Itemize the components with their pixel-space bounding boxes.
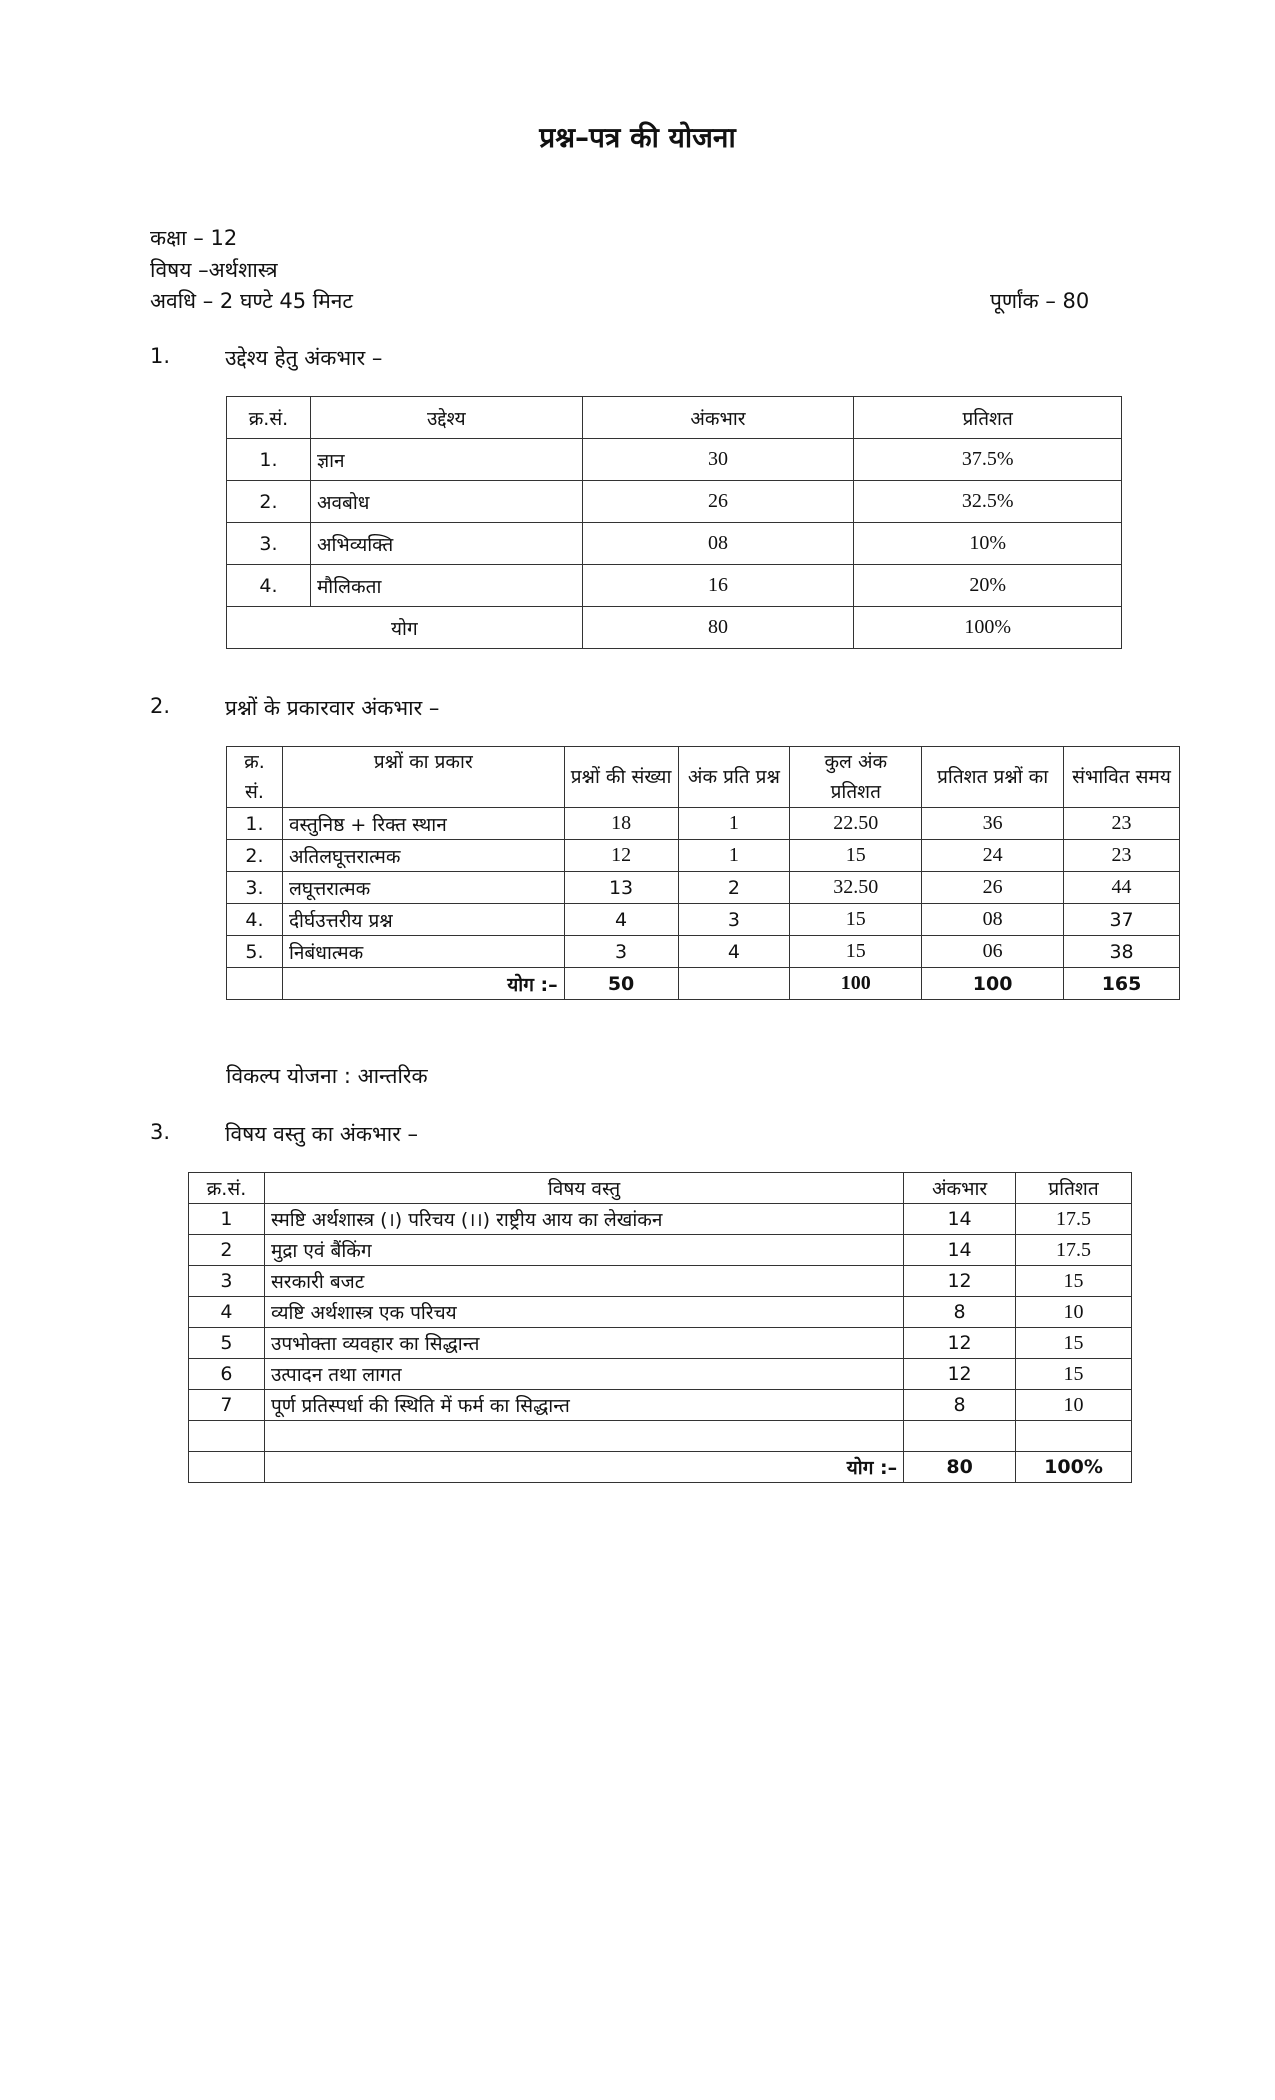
cell-per-question: 3 [678, 904, 790, 936]
cell-sn: 4 [189, 1297, 265, 1328]
table-row [189, 1390, 1132, 1421]
cell-total-percent: 22.50 [790, 808, 922, 840]
total-percent: 100% [1016, 1452, 1132, 1483]
cell-percent: 10 [1016, 1297, 1132, 1328]
table-row [227, 904, 1180, 936]
cell-percent: 15 [1016, 1359, 1132, 1390]
cell-question-percent: 36 [922, 808, 1064, 840]
cell-marks: 12 [904, 1328, 1016, 1359]
cell-marks: 14 [904, 1204, 1016, 1235]
cell-question-percent: 06 [922, 936, 1064, 968]
cell-question-percent: 08 [922, 904, 1064, 936]
header-percent: प्रतिशत [1016, 1173, 1132, 1204]
cell-time: 44 [1064, 872, 1180, 904]
total-marks: 80 [904, 1452, 1016, 1483]
cell-marks: 8 [904, 1390, 1016, 1421]
header-marks: अंकभार [904, 1173, 1016, 1204]
cell-percent: 15 [1016, 1328, 1132, 1359]
cell-count: 4 [564, 904, 678, 936]
table-empty-row [189, 1421, 1132, 1452]
cell-sn: 7 [189, 1390, 265, 1421]
cell-per-question: 2 [678, 872, 790, 904]
cell-time: 37 [1064, 904, 1180, 936]
cell-type: लघूत्तरात्मक [282, 872, 564, 904]
cell-topic: उत्पादन तथा लागत [264, 1359, 903, 1390]
cell-percent: 20% [854, 565, 1122, 607]
cell-objective: ज्ञान [310, 439, 582, 481]
cell-total-percent: 32.50 [790, 872, 922, 904]
max-marks-label: पूर्णांक – 80 [990, 289, 1090, 313]
table-row [227, 523, 1122, 565]
cell-sn: 4. [227, 565, 311, 607]
cell-marks: 14 [904, 1235, 1016, 1266]
cell-marks: 12 [904, 1266, 1016, 1297]
header-per-question: अंक प्रति प्रश्न [678, 747, 790, 808]
table-row [227, 439, 1122, 481]
cell-sn: 1. [227, 808, 283, 840]
page-title: प्रश्न–पत्र की योजना [539, 121, 736, 154]
total-question-percent: 100 [922, 968, 1064, 1000]
cell-sn: 4. [227, 904, 283, 936]
cell-sn: 3. [227, 872, 283, 904]
cell-type: वस्तुनिष्ठ + रिक्त स्थान [282, 808, 564, 840]
table-total-row [227, 607, 1122, 649]
cell-sn: 2 [189, 1235, 265, 1266]
cell-sn: 3 [189, 1266, 265, 1297]
table-row [189, 1328, 1132, 1359]
header-count: प्रश्नों की संख्या [564, 747, 678, 808]
table-total-row [189, 1452, 1132, 1483]
cell-percent: 10 [1016, 1390, 1132, 1421]
table-row [227, 936, 1180, 968]
header-question-percent: प्रतिशत प्रश्नों का [922, 747, 1064, 808]
cell-sn: 5 [189, 1328, 265, 1359]
cell-marks: 16 [582, 565, 854, 607]
header-marks: अंकभार [582, 397, 854, 439]
cell-question-percent: 26 [922, 872, 1064, 904]
cell-marks: 12 [904, 1359, 1016, 1390]
cell-sn: 1. [227, 439, 311, 481]
cell-sn: 2. [227, 840, 283, 872]
section3-number: 3. [150, 1120, 171, 1144]
header-total-percent: कुल अंक प्रतिशत [790, 747, 922, 808]
cell-percent: 15 [1016, 1266, 1132, 1297]
empty-cell [189, 1421, 265, 1452]
total-label: योग :– [264, 1452, 903, 1483]
table-row [227, 840, 1180, 872]
table-row [189, 1266, 1132, 1297]
table-header-row [227, 747, 1180, 808]
cell-objective: अभिव्यक्ति [310, 523, 582, 565]
cell-topic: स्मष्टि अर्थशास्त्र (।) परिचय (।।) राष्ट्रीय आय का लेखांकन [264, 1204, 903, 1235]
section1-number: 1. [150, 344, 171, 368]
table-row [227, 872, 1180, 904]
table-row [189, 1297, 1132, 1328]
total-total-percent: 100 [790, 968, 922, 1000]
total-empty-cell [678, 968, 790, 1000]
header-topic: विषय वस्तु [264, 1173, 903, 1204]
cell-type: निबंधात्मक [282, 936, 564, 968]
cell-type: दीर्घउत्तरीय प्रश्न [282, 904, 564, 936]
cell-percent: 37.5% [854, 439, 1122, 481]
total-label: योग :– [282, 968, 564, 1000]
cell-sn: 5. [227, 936, 283, 968]
header-percent: प्रतिशत [854, 397, 1122, 439]
table-header-row [227, 397, 1122, 439]
cell-per-question: 1 [678, 840, 790, 872]
cell-topic: पूर्ण प्रतिस्पर्धा की स्थिति में फर्म का सिद्धान्त [264, 1390, 903, 1421]
cell-percent: 17.5 [1016, 1204, 1132, 1235]
cell-sn: 2. [227, 481, 311, 523]
cell-percent: 32.5% [854, 481, 1122, 523]
cell-marks: 26 [582, 481, 854, 523]
content-weightage-table [188, 1172, 1132, 1483]
section3-heading-text: विषय वस्तु का अंकभार – [225, 1122, 418, 1146]
cell-topic: मुद्रा एवं बैंकिंग [264, 1235, 903, 1266]
cell-per-question: 1 [678, 808, 790, 840]
header-time: संभावित समय [1064, 747, 1180, 808]
section2-heading-text: प्रश्नों के प्रकारवार अंकभार – [225, 696, 440, 720]
table-row [227, 481, 1122, 523]
cell-objective: मौलिकता [310, 565, 582, 607]
cell-count: 12 [564, 840, 678, 872]
table-row [227, 808, 1180, 840]
cell-total-percent: 15 [790, 936, 922, 968]
table-header-row [189, 1173, 1132, 1204]
header-type: प्रश्नों का प्रकार [282, 747, 564, 808]
cell-per-question: 4 [678, 936, 790, 968]
empty-cell [1016, 1421, 1132, 1452]
table-total-row [227, 968, 1180, 1000]
table-row [227, 565, 1122, 607]
cell-time: 23 [1064, 808, 1180, 840]
option-scheme: विकल्प योजना : आन्तरिक [226, 1064, 428, 1088]
total-empty-cell [189, 1452, 265, 1483]
duration-label: अवधि – 2 घण्टे 45 मिनट [150, 289, 354, 313]
cell-topic: उपभोक्ता व्यवहार का सिद्धान्त [264, 1328, 903, 1359]
cell-count: 3 [564, 936, 678, 968]
cell-count: 18 [564, 808, 678, 840]
class-label: कक्षा – 12 [150, 226, 238, 250]
question-type-weightage-table [226, 746, 1180, 1000]
cell-total-percent: 15 [790, 840, 922, 872]
cell-sn: 1 [189, 1204, 265, 1235]
cell-marks: 08 [582, 523, 854, 565]
cell-type: अतिलघूत्तरात्मक [282, 840, 564, 872]
table-row [189, 1359, 1132, 1390]
total-count: 50 [564, 968, 678, 1000]
table-row [189, 1204, 1132, 1235]
empty-cell [904, 1421, 1016, 1452]
objective-weightage-table [226, 396, 1122, 649]
cell-percent: 10% [854, 523, 1122, 565]
total-percent: 100% [854, 607, 1122, 649]
table-row [189, 1235, 1132, 1266]
subject-label: विषय –अर्थशास्त्र [150, 258, 278, 282]
empty-cell [264, 1421, 903, 1452]
header-objective: उद्देश्य [310, 397, 582, 439]
header-sn: क्र. सं. [227, 747, 283, 808]
cell-sn: 3. [227, 523, 311, 565]
section1-heading-text: उद्देश्य हेतु अंकभार – [225, 346, 383, 370]
cell-question-percent: 24 [922, 840, 1064, 872]
cell-percent: 17.5 [1016, 1235, 1132, 1266]
cell-count: 13 [564, 872, 678, 904]
total-empty-cell [227, 968, 283, 1000]
cell-sn: 6 [189, 1359, 265, 1390]
header-sn: क्र.सं. [189, 1173, 265, 1204]
cell-time: 38 [1064, 936, 1180, 968]
total-time: 165 [1064, 968, 1180, 1000]
cell-marks: 8 [904, 1297, 1016, 1328]
header-sn: क्र.सं. [227, 397, 311, 439]
cell-topic: व्यष्टि अर्थशास्त्र एक परिचय [264, 1297, 903, 1328]
total-marks: 80 [582, 607, 854, 649]
section2-number: 2. [150, 694, 171, 718]
cell-objective: अवबोध [310, 481, 582, 523]
cell-total-percent: 15 [790, 904, 922, 936]
cell-topic: सरकारी बजट [264, 1266, 903, 1297]
total-label: योग [227, 607, 583, 649]
cell-marks: 30 [582, 439, 854, 481]
cell-time: 23 [1064, 840, 1180, 872]
